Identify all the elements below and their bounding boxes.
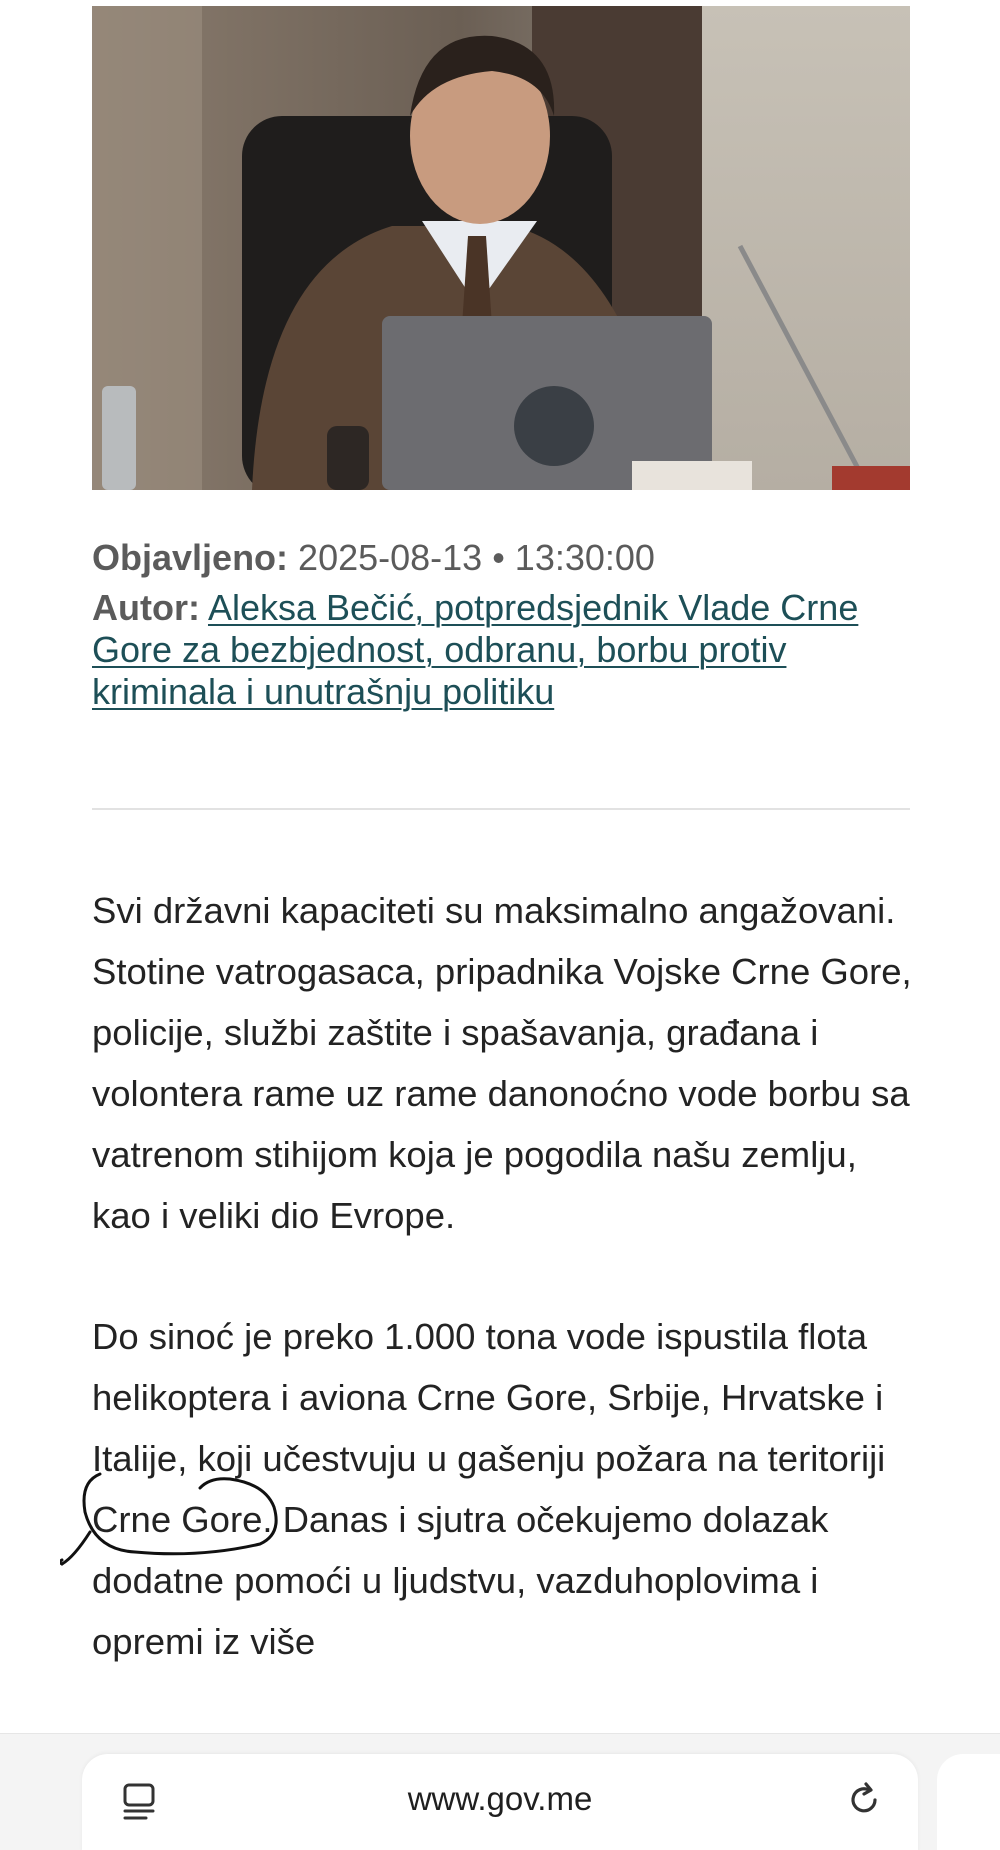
published-value: 2025-08-13 • 13:30:00	[298, 537, 655, 578]
author-label: Autor:	[92, 587, 200, 628]
author-link[interactable]: Aleksa Bečić, potpredsjednik Vlade Crne Gore za bezbjednost, odbranu, borbu protiv kriminala i unutrašnju politiku	[92, 587, 859, 712]
divider	[92, 808, 910, 810]
address-bar[interactable]	[82, 1754, 918, 1850]
paragraph-text: Italije, koji učestvuju u gašenju požara na teritoriji Crne Gore. Danas i sjutra očekujemo dolazak dodatne pomoći u ljudstvu, vazduhoplovima i opremi iz više	[92, 1438, 886, 1662]
article-body	[92, 880, 922, 1732]
circled-text: Hrvatske i	[720, 1377, 884, 1418]
next-tab-preview[interactable]	[937, 1754, 1000, 1850]
paragraph-text: Do sinoć je preko 1.000 tona vode ispustila flota helikoptera i aviona Crne Gore, Srbije,	[92, 1316, 868, 1418]
published-row	[92, 537, 912, 579]
url-text[interactable]: www.gov.me	[407, 1780, 593, 1817]
published-label: Objavljeno:	[92, 537, 289, 578]
browser-bottom-bar	[0, 1733, 1000, 1850]
article-paragraph	[92, 1306, 922, 1672]
article-photo	[92, 6, 910, 490]
article-meta	[92, 537, 912, 721]
reload-icon[interactable]	[844, 1780, 884, 1820]
article-paragraph: Svi državni kapaciteti su maksimalno angažovani. Stotine vatrogasaca, pripadnika Vojske Crne Gore, policije, službi zaštite i spašavanja, građana i volontera rame uz rame danonoćno vode borbu sa vatrenom stihijom koja je pogodila našu zemlju, kao i veliki dio Evrope.	[92, 890, 912, 1236]
author-row	[92, 587, 912, 713]
